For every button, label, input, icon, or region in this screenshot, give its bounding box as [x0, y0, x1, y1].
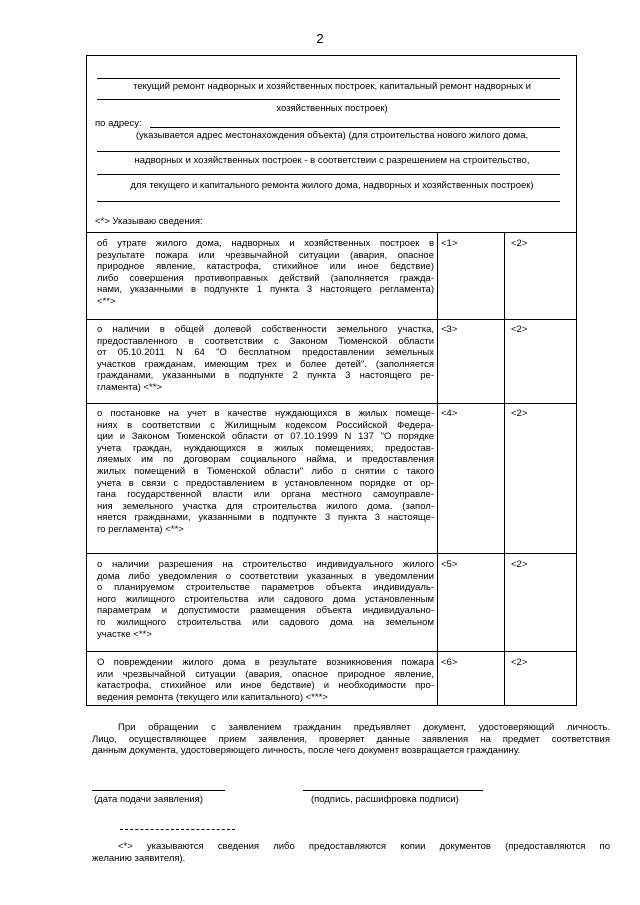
column-divider-1	[437, 232, 438, 706]
fill-line[interactable]	[97, 78, 560, 79]
table-row-mark: <2>	[511, 559, 528, 570]
address-hint-3: для текущего и капитального ремонта жилого дома, надворных и хозяйственных построек)	[130, 180, 534, 191]
table-row-mark: <5>	[441, 559, 458, 570]
row-divider	[87, 319, 576, 320]
footnote-separator	[120, 829, 235, 830]
date-input-line[interactable]	[92, 790, 225, 791]
form-line-1: текущий ремонт надворных и хозяйственных построек, капитальный ремонт надворных и	[133, 81, 531, 92]
fill-line[interactable]	[97, 99, 560, 100]
table-row-mark: <2>	[511, 408, 528, 419]
table-row-text: о наличии в общей долевой собственности земельного участка, предоставленного в соответствии с Законом Тюменской области от 05.10.2011 N 64 "О бесплатном предоставлении земельных участков гражданам, имеющим трех и более детей". (заполняется гражданами, указанными в подпункте 2 пункта 3 настоящего ре- гламента) <**>	[97, 324, 434, 393]
application-form-frame	[86, 55, 577, 706]
address-input-line[interactable]	[150, 127, 560, 128]
fill-line[interactable]	[97, 201, 560, 202]
table-row-mark: <2>	[511, 324, 528, 335]
fill-line[interactable]	[97, 151, 560, 152]
table-row-mark: <6>	[441, 657, 458, 668]
table-top-border	[87, 232, 576, 233]
date-caption: (дата подачи заявления)	[94, 794, 203, 805]
notice-paragraph: При обращении с заявлением гражданин предъявляет документ, удостоверяющий личность. Лицо, осуществляющее прием заявления, проверяет данные заявления на предмет соответствия данным документа, удостоверяющего личность, после чего документ возвращается гражданину.	[92, 722, 610, 757]
page-number: 2	[316, 31, 324, 46]
table-row-mark: <3>	[441, 324, 458, 335]
signature-input-line[interactable]	[303, 790, 483, 791]
table-row-mark: <2>	[511, 238, 528, 249]
row-divider	[87, 403, 576, 404]
address-hint-2: надворных и хозяйственных построек - в соответствии с разрешением на строительство,	[134, 155, 530, 166]
address-hint-1: (указывается адрес местонахождения объекта) (для строительства нового жилого дома,	[135, 130, 529, 141]
row-divider	[87, 553, 576, 554]
row-divider	[87, 651, 576, 652]
table-row-text: о постановке на учет в качестве нуждающихся в жилых помеще- ниях в соответствии с Жилищным кодексом Российской Федера- ции и Законом Тюменской области от 07.10.1999 N 137 "О порядке учета граждан, нуждающихся в жилых помещениях, предостав- ляемых им по договорам социального найма, и предоставления жилых помещений в Тюменской области" либо о снятии с такого учета в связи с предоставлением в установленном порядке от ор- гана государственной власти или органа местного самоуправле- ния земельного участка для строительства жилого дома. (запол- няется гражданами, указанными в подпункте 3 пункта 3 настояще- го регламента) <**>	[97, 408, 434, 535]
table-row-text: о наличии разрешения на строительство индивидуального жилого дома либо уведомления о соответствии указанных в уведомлении о планируемом строительстве параметров объекта индивидуаль- ного жилищного строительства или садового дома установленным параметрам и допустимости размещения объекта индивидуально- го жилищного строительства или садового дома на земельном участке <**>	[97, 559, 434, 640]
address-label: по адресу:	[95, 118, 142, 129]
signature-caption: (подпись, расшифровка подписи)	[311, 794, 459, 805]
table-row-mark: <2>	[511, 657, 528, 668]
table-row-mark: <1>	[441, 238, 458, 249]
table-row-mark: <4>	[441, 408, 458, 419]
info-label: <*> Указываю сведения:	[95, 216, 203, 227]
form-line-2: хозяйственных построек)	[276, 103, 388, 114]
fill-line[interactable]	[97, 174, 560, 175]
table-row-text: О повреждении жилого дома в результате возникновения пожара или чрезвычайной ситуации (авария, опасное природное явление, катастрофа, стихийное или иное бедствие) и необходимости про- ведения ремонта (текущего или капитального) <***>	[97, 657, 434, 703]
footnote: <*> указываются сведения либо предоставляются копии документов (предоставляются по желанию заявителя).	[92, 841, 610, 864]
column-divider-2	[504, 232, 505, 706]
table-row-text: об утрате жилого дома, надворных и хозяйственных построек в результате пожара или чрезвычайной ситуации (авария, опасное природное явление, катастрофа, стихийное или иное бедствие) либо совершения противоправных действий (заполняется гражда- нами, указанными в подпункте 1 пункта 3 настоящего регламента) <**>	[97, 238, 434, 307]
